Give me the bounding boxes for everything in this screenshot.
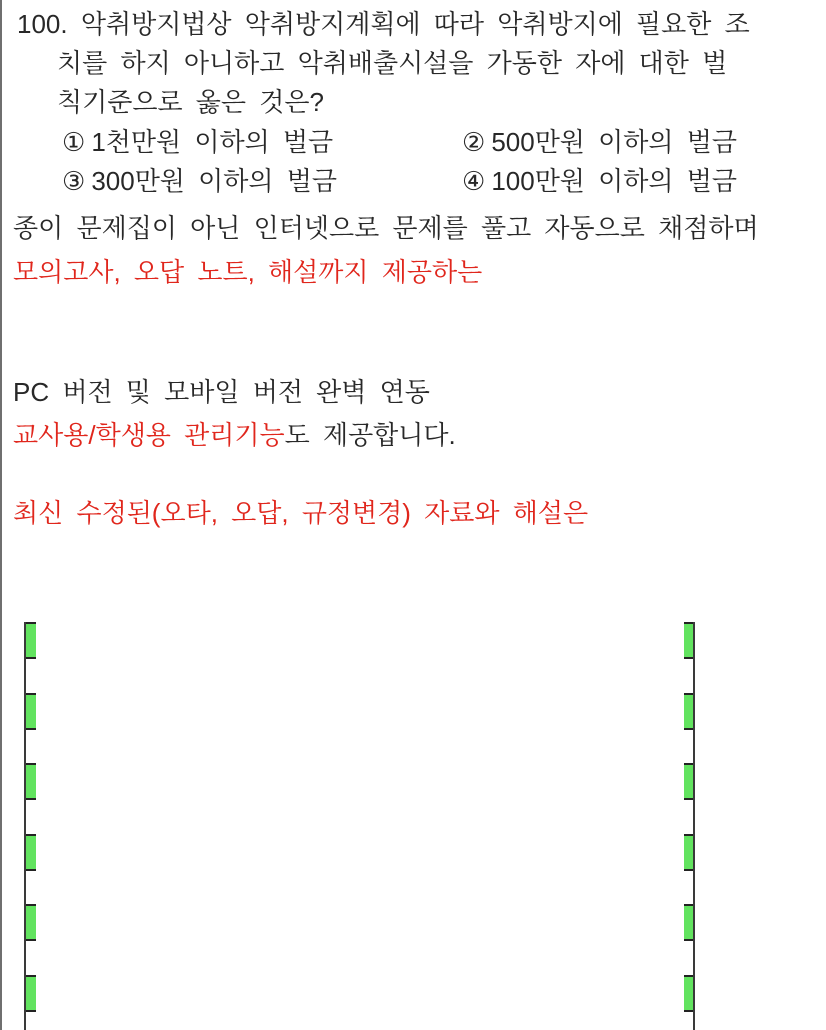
option-4-text: 100만원 이하의 벌금 [491,166,737,196]
question-text-2: 치를 하지 아니하고 악취배출시설을 가동한 자에 대한 벌 [57,48,728,78]
promo-line-2-red: 모의고사, 오답 노트, 해설까지 제공하는 [13,257,483,287]
promo-line-4-black: 도 제공합니다. [284,420,456,450]
option-2 [462,126,737,158]
binding-line-left [24,622,26,1030]
binding-tab-right-3 [684,763,693,800]
option-1-text: 1천만원 이하의 벌금 [91,127,334,157]
question-line-3 [57,86,324,118]
promo-line-4-red: 교사용/학생용 관리기능 [13,420,285,450]
option-2-text: 500만원 이하의 벌금 [491,127,737,157]
option-3 [62,165,337,197]
page-left-border [0,0,2,1030]
question-number: 100. [17,9,68,39]
promo-line-4 [13,419,456,451]
option-1 [62,126,333,158]
option-4-marker: ④ [462,166,486,196]
option-1-marker: ① [62,127,86,157]
option-2-marker: ② [462,127,486,157]
promo-line-3: PC 버전 및 모바일 버전 완벽 연동 [13,377,430,407]
binding-tab-right-1 [684,622,693,659]
question-text-1: 악취방지법상 악취방지계획에 따라 악취방지에 필요한 조 [80,9,750,39]
binding-tab-left-4 [26,834,36,871]
binding-tab-right-2 [684,693,693,730]
option-4 [462,165,737,197]
binding-line-right [693,622,695,1030]
question-line-1 [17,8,750,40]
option-3-marker: ③ [62,166,86,196]
promo-line-5-red: 최신 수정된(오타, 오답, 규정변경) 자료와 해설은 [13,498,589,528]
option-3-text: 300만원 이하의 벌금 [91,166,337,196]
binding-tab-right-5 [684,904,693,941]
binding-tab-left-3 [26,763,36,800]
binding-tab-right-6 [684,975,693,1012]
binding-tab-left-2 [26,693,36,730]
question-line-2 [57,47,727,79]
binding-tab-left-5 [26,904,36,941]
binding-tab-left-1 [26,622,36,659]
question-text-3: 칙기준으로 옳은 것은? [57,87,324,117]
binding-tab-right-4 [684,834,693,871]
promo-line-1: 종이 문제집이 아닌 인터넷으로 문제를 풀고 자동으로 채점하며 [13,213,759,243]
binding-tab-left-6 [26,975,36,1012]
